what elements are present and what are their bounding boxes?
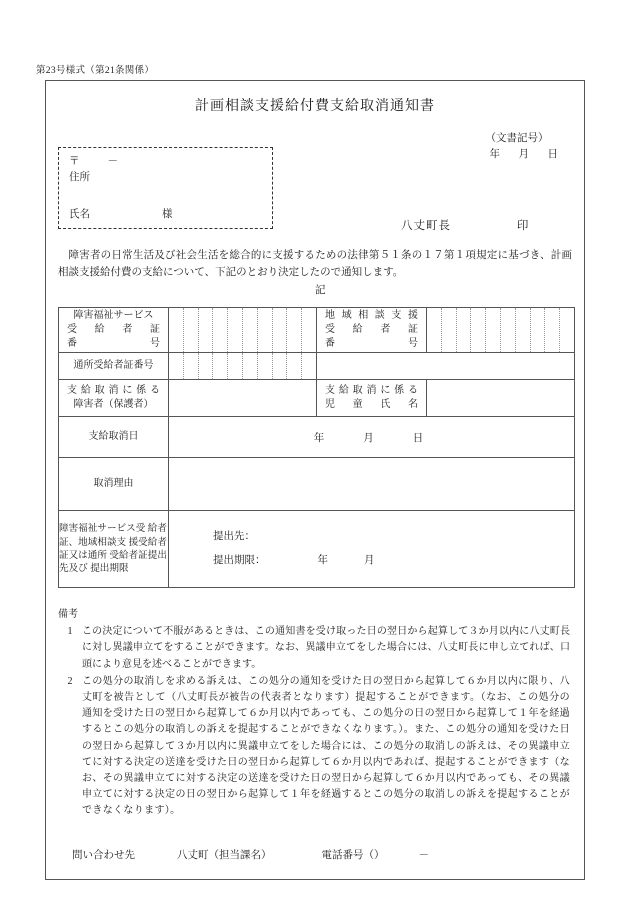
contact-label: 問い合わせ先 [72,850,135,861]
table-row-submission [59,511,575,588]
issue-date-line: 年 月 日 [489,148,562,160]
cancel-reason-label: 取消理由 [59,458,169,511]
notes-section [58,607,570,820]
deadline-label: 提出期限： [213,555,266,566]
form-inner [46,95,584,893]
digit-cell[interactable] [273,353,288,379]
address-label: 住所 [69,172,90,184]
note-item [58,624,570,673]
service-cert-number-field[interactable] [169,308,317,353]
digit-cell[interactable] [427,308,442,352]
form-sheet [45,80,585,880]
table-row-cancel-person [59,380,575,417]
digit-cell[interactable] [273,308,288,352]
daycare-cert-number-cells[interactable] [169,353,316,379]
digit-cell[interactable] [486,308,501,352]
cancel-date-value[interactable]: 年 月 日 [169,417,575,458]
digit-cell[interactable] [199,308,214,352]
service-cert-number-cells[interactable] [169,308,316,352]
name-row [69,207,262,223]
cancel-child-label [317,380,427,417]
cancel-child-label-line2: 児童氏名 [325,399,418,410]
kiji-marker: 記 [315,284,326,296]
lead-paragraph: 障害者の日常生活及び社会生活を総合的に支援するための法律第５１条の１７第１項規定に基づき、計画相談支援給付費の支給について、下記のとおり決定したので通知します。 [58,250,572,279]
submission-label-line5: 提出期限 [90,563,129,575]
daycare-cert-label: 通所受給者証番号 [59,353,169,380]
digit-cell[interactable] [516,308,531,352]
table-row-service-cert [59,308,575,353]
cancel-person-label-line2: 障害者（保護者） [73,399,154,410]
submission-label-line2: 給者証、地域相談支 [59,523,167,548]
contact-phone-dash: － [418,850,429,861]
digit-cell[interactable] [169,308,184,352]
form-number: 第23号様式（第21条関係） [36,66,155,76]
postal-row [69,154,262,170]
service-cert-label-line2: 受給者証 [67,323,160,335]
issuer-name: 八丈町長 [401,220,451,232]
service-cert-label-line3: 番号 [67,338,160,350]
digit-cell[interactable] [302,353,316,379]
submission-label-line3: 援受給者証又は通所 [59,536,167,561]
document-meta [486,131,563,163]
digit-cell[interactable] [457,308,472,352]
digit-cell[interactable] [287,353,302,379]
document-title: 計画相談支援給付費支給取消通知書 [195,99,435,114]
regional-cert-label-line2: 受給者証 [325,323,418,335]
notes-heading: 備考 [58,609,78,620]
contact-phone-label: 電話番号（ [321,850,374,861]
digit-cell[interactable] [228,353,243,379]
digit-cell[interactable] [531,308,546,352]
issuer-line [401,217,529,233]
table-row-cancel-reason [59,458,575,511]
decision-table [58,307,575,588]
honorific-label: 様 [162,208,173,220]
lead-section [58,247,572,299]
regional-cert-label [317,308,427,353]
cancel-child-label-line1: 支給取消に係る [325,384,418,396]
service-cert-label-line1: 障害福祉サービス [73,309,154,321]
daycare-cert-blank [317,353,575,380]
note-number: 2 [67,675,73,687]
postal-dash: － [107,156,118,167]
digit-cell[interactable] [258,308,273,352]
deadline-value[interactable]: 年 月 [317,555,380,566]
digit-cell[interactable] [287,308,302,352]
digit-cell[interactable] [302,308,316,352]
digit-cell[interactable] [184,353,199,379]
document-symbol: （文書記号） [485,133,549,144]
cancel-person-label-line1: 支給取消に係る [67,384,160,396]
digit-cell[interactable] [169,353,184,379]
cancel-person-value[interactable] [169,380,317,417]
cancel-person-label [59,380,169,417]
cancel-reason-value[interactable] [169,458,575,511]
recipient-address-box[interactable] [58,147,273,229]
regional-cert-number-cells[interactable] [427,308,574,352]
note-number: 1 [67,626,73,638]
table-row-cancel-date [59,417,575,458]
contact-office: 八丈町（担当課名） [177,850,272,861]
note-text: この処分の取消しを求める訴えは、この処分の通知を受けた日の翌日から起算して６か月以内に限り、八丈町を被告として（八丈町長が被告の代表者となります）提起することができます。（なお、この処分の通知を受けた日の翌日から起算して６か月以内であっても、この処分の日の翌日から起算して１年を経過するとこの処分の取消しの訴えを提起することができなくなります。）。また、この処分の通知を受けた日の翌日から起算して３か月以内に異議申立てをした場合には、この処分の取消しの訴えは、その異議申立てに対する決定の送達を受けた日の翌日から起算して６か月以内であれば、提起することができます（なお、その異議申立てに対する決定の送達を受けた日の翌日から起算して６か月以内であっても、その異議申立てに対する決定の日の翌日から起算して１年を経過するとこの処分の取消しの訴えを提起することができなくなります）。 [82,675,570,817]
digit-cell[interactable] [213,353,228,379]
digit-cell[interactable] [243,353,258,379]
postal-mark-icon: 〒 [69,156,80,167]
submit-to-label: 提出先： [213,530,255,542]
submission-label-line1: 障害福祉サービス受 [59,523,146,535]
digit-cell[interactable] [184,308,199,352]
seal-icon: 印 [516,220,530,232]
service-cert-label [59,308,169,353]
regional-cert-number-field[interactable] [427,308,575,353]
cancel-child-value[interactable] [427,380,575,417]
digit-cell[interactable] [560,308,574,352]
digit-cell[interactable] [213,308,228,352]
digit-cell[interactable] [545,308,560,352]
digit-cell[interactable] [258,353,273,379]
regional-cert-label-line1: 地域相談支援 [325,309,418,321]
digit-cell[interactable] [501,308,516,352]
cancel-date-label: 支給取消日 [59,417,169,458]
table-row-daycare-cert [59,353,575,380]
deadline-row [213,549,574,573]
name-label: 氏名 [69,208,90,220]
digit-cell[interactable] [471,308,486,352]
contact-line [72,847,429,862]
submit-to-row [213,525,574,549]
regional-cert-label-line3: 番号 [325,338,418,350]
digit-cell[interactable] [228,308,243,352]
submission-label-line4: 受給者証提出先及び [59,550,167,575]
submission-fields [169,515,574,583]
digit-cell[interactable] [442,308,457,352]
contact-phone-paren: ） [374,850,405,861]
digit-cell[interactable] [243,308,258,352]
note-text: この決定について不服があるときは、この通知書を受け取った日の翌日から起算して３か月以内に八丈町長に対し異議申立てをすることができます。なお、異議申立てをした場合には、八丈町長に申し立てれば、口頭により意見を述べることができます。 [82,626,570,670]
note-item [58,674,570,820]
daycare-cert-number-field[interactable] [169,353,317,380]
digit-cell[interactable] [199,353,214,379]
submission-label [59,511,169,588]
submission-value-area[interactable] [169,511,575,588]
